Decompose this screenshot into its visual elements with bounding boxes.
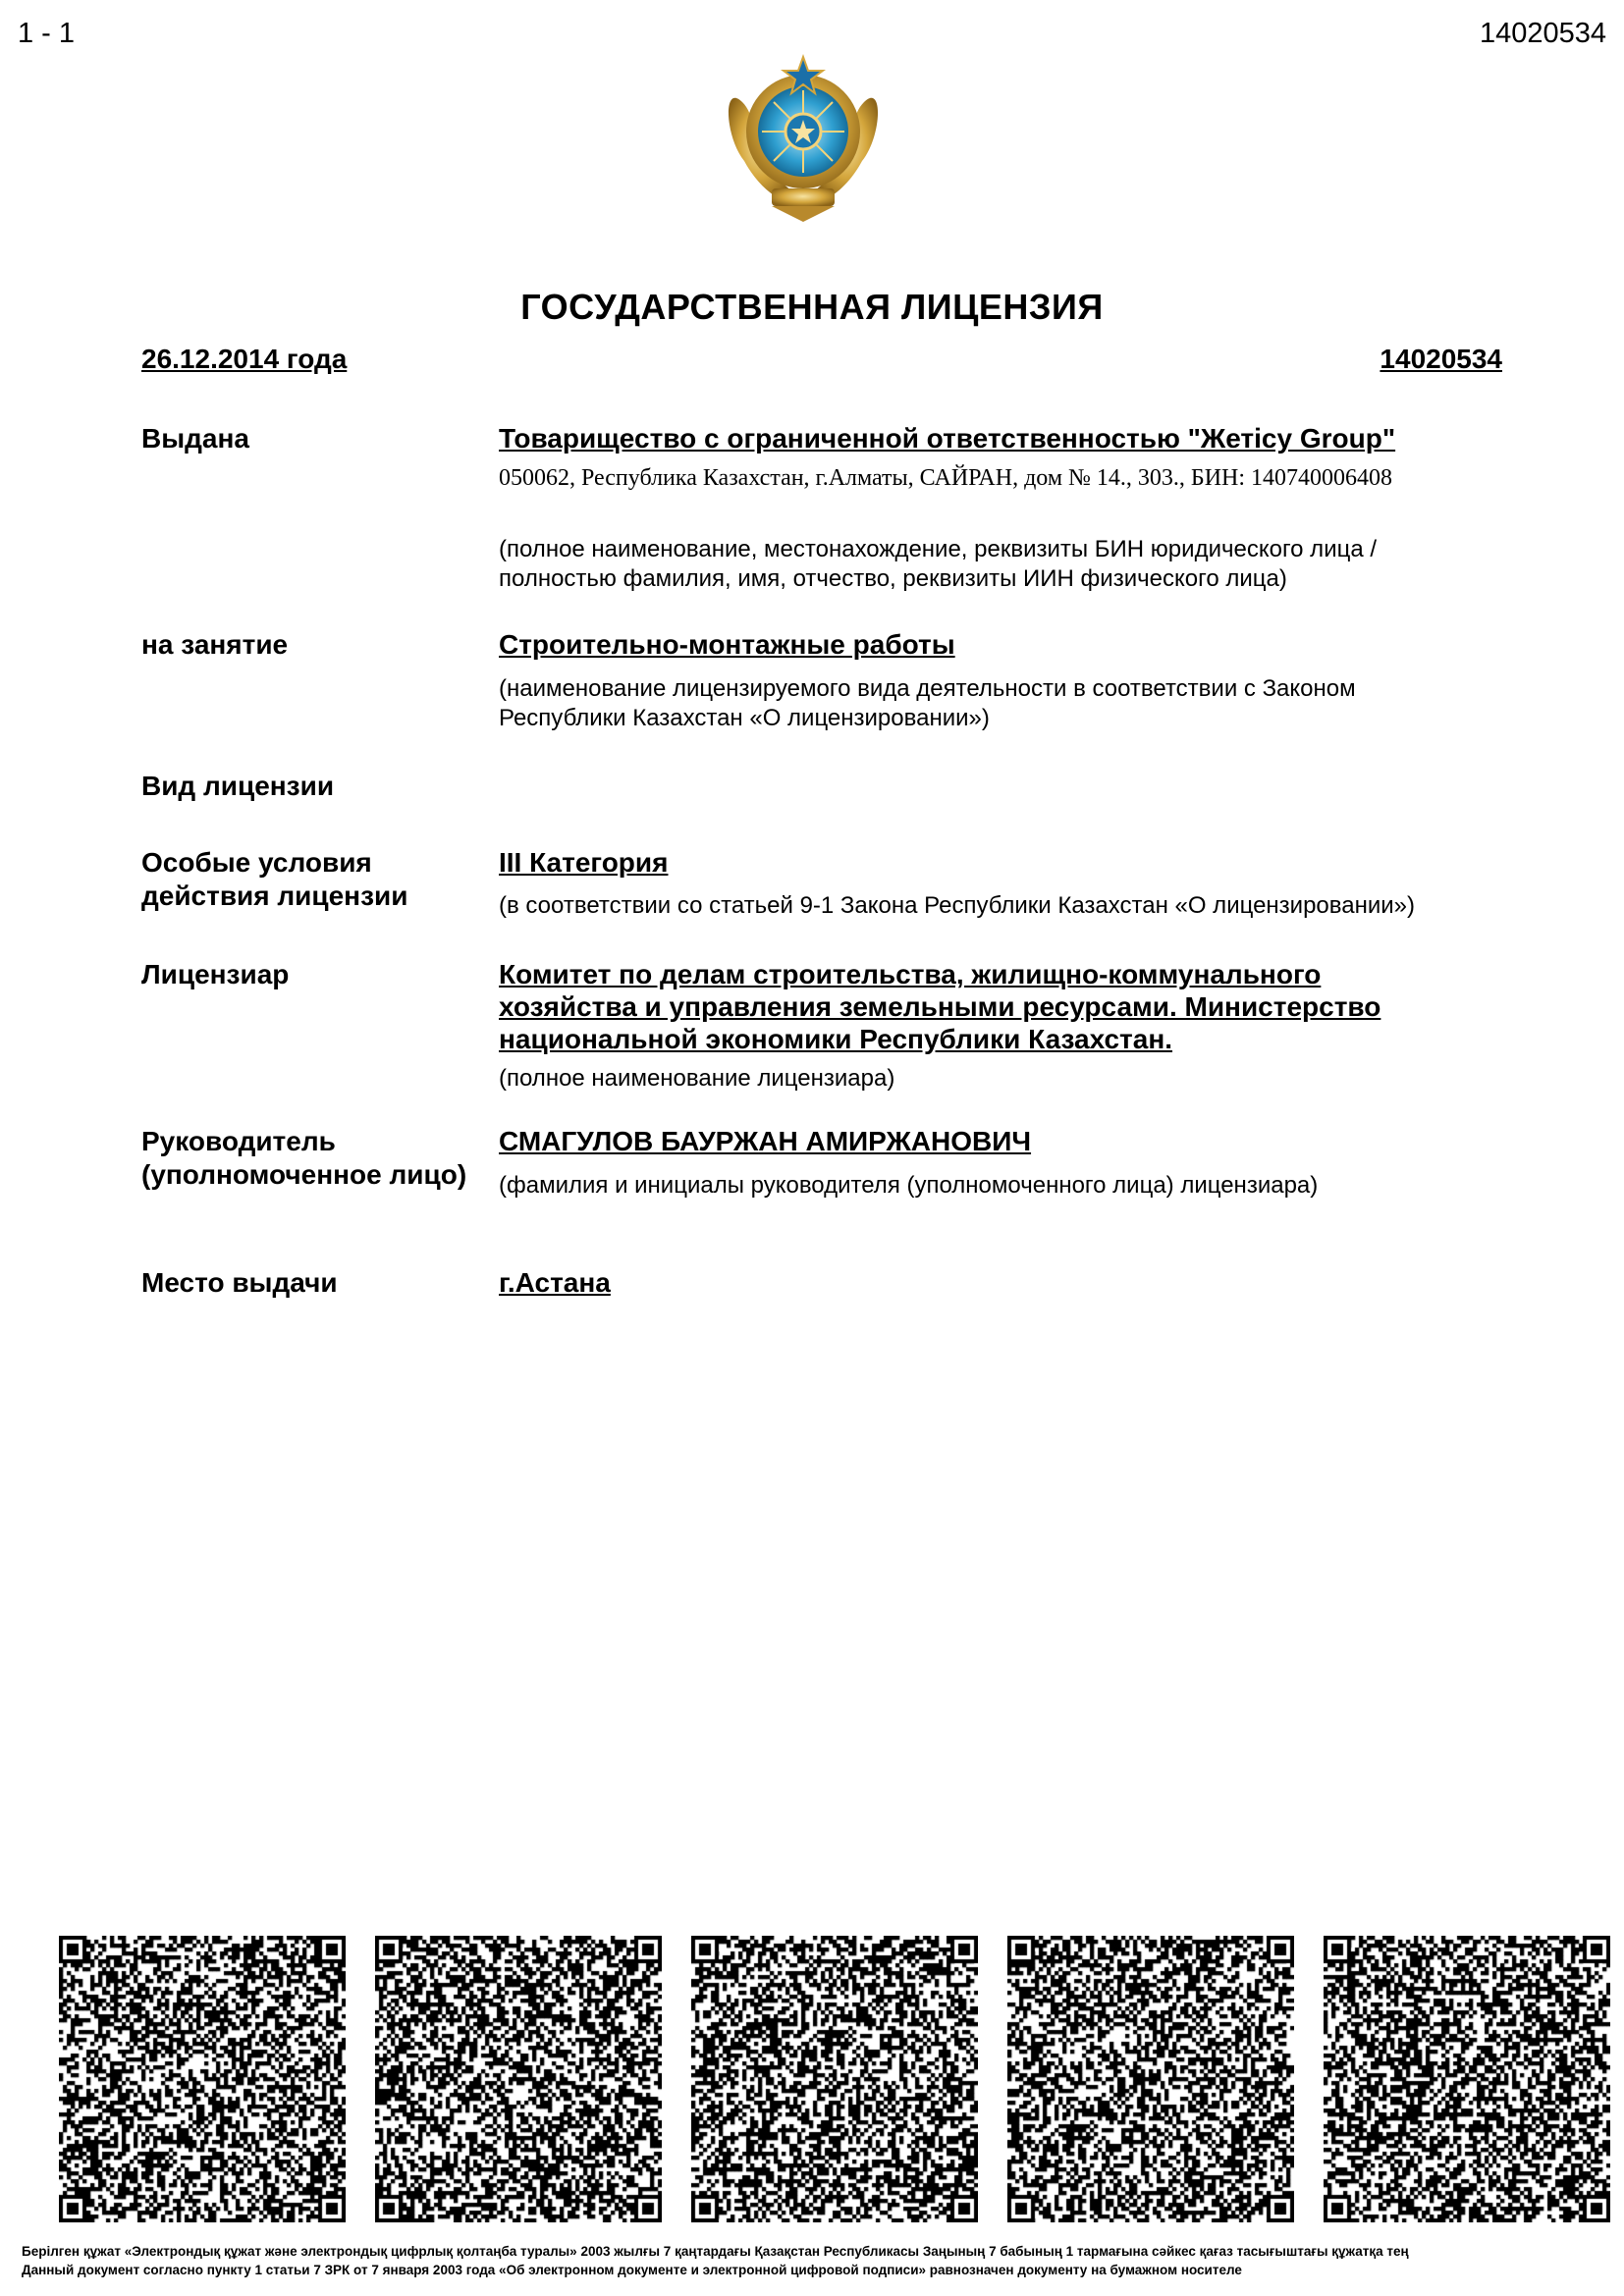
head-label-1: Руководитель: [141, 1126, 336, 1156]
qr-code-icon: [375, 1936, 662, 2222]
activity-note-1: (наименование лицензируемого вида деятельности в соответствии с Законом: [499, 675, 1356, 702]
qr-code-icon: [1007, 1936, 1294, 2222]
qr-code-icon: [1324, 1936, 1610, 2222]
qr-code-icon: [59, 1936, 346, 2222]
special-conditions-label-1: Особые условия: [141, 847, 372, 878]
footer-line-ru: Данный документ согласно пункту 1 статьи 7 ЗРК от 7 января 2003 года «Об электронном документе и электронной цифровой подписи» равнозначен документу на бумажном носителе: [22, 2263, 1242, 2277]
state-emblem-icon: [713, 43, 893, 224]
issue-date: 26.12.2014 года: [141, 344, 348, 374]
activity-note-2: Республики Казахстан «О лицензировании»): [499, 705, 990, 731]
licensor-value-3: национальной экономики Республики Казахстан.: [499, 1024, 1173, 1054]
qr-code-row: [59, 1936, 1571, 2222]
special-conditions-note: (в соответствии со статьей 9-1 Закона Республики Казахстан «О лицензировании»): [499, 892, 1416, 919]
issued-to-note-2: полностью фамилия, имя, отчество, реквизиты ИИН физического лица): [499, 565, 1287, 592]
legal-footer: [22, 2242, 1409, 2279]
head-note: (фамилия и инициалы руководителя (уполномоченного лица) лицензиара): [499, 1172, 1319, 1199]
licensor-value-1: Комитет по делам строительства, жилищно-коммунального: [499, 959, 1322, 989]
licensor-label: Лицензиар: [141, 959, 290, 989]
place-label: Место выдачи: [141, 1267, 338, 1298]
licensor-note: (полное наименование лицензиара): [499, 1065, 895, 1092]
issued-to-label: Выдана: [141, 423, 249, 454]
issued-to-note-1: (полное наименование, местонахождение, реквизиты БИН юридического лица /: [499, 536, 1378, 562]
special-conditions-value: III Категория: [499, 847, 669, 878]
license-number: 14020534: [1380, 344, 1502, 374]
license-type-label: Вид лицензии: [141, 771, 335, 801]
head-label-2: (уполномоченное лицо): [141, 1159, 467, 1190]
head-value: СМАГУЛОВ БАУРЖАН АМИРЖАНОВИЧ: [499, 1126, 1032, 1156]
footer-line-kz: Берілген құжат «Электрондық құжат және электрондық цифрлық қолтаңба туралы» 2003 жылғы 7 қаңтардағы Қазақстан Республикасы Заңының 7 бабының 1 тармағына сәйкес қағаз тасығыштағы құжатқа тең: [22, 2244, 1409, 2259]
corner-document-number: 14020534: [1479, 18, 1606, 49]
special-conditions-label-2: действия лицензии: [141, 881, 408, 911]
qr-code-icon: [691, 1936, 978, 2222]
licensor-value-2: хозяйства и управления земельными ресурсами. Министерство: [499, 991, 1381, 1022]
page-indicator: 1 - 1: [18, 18, 76, 49]
document-title: ГОСУДАРСТВЕННАЯ ЛИЦЕНЗИЯ: [520, 287, 1104, 327]
activity-label: на занятие: [141, 629, 289, 660]
issued-to-address: 050062, Республика Казахстан, г.Алматы, САЙРАН, дом № 14., 303., БИН: 140740006408: [499, 465, 1393, 491]
place-value: г.Астана: [499, 1267, 611, 1298]
issued-to-value: Товарищество с ограниченной ответственностью "Жетісу Group": [499, 423, 1396, 454]
activity-value: Строительно-монтажные работы: [499, 629, 955, 660]
